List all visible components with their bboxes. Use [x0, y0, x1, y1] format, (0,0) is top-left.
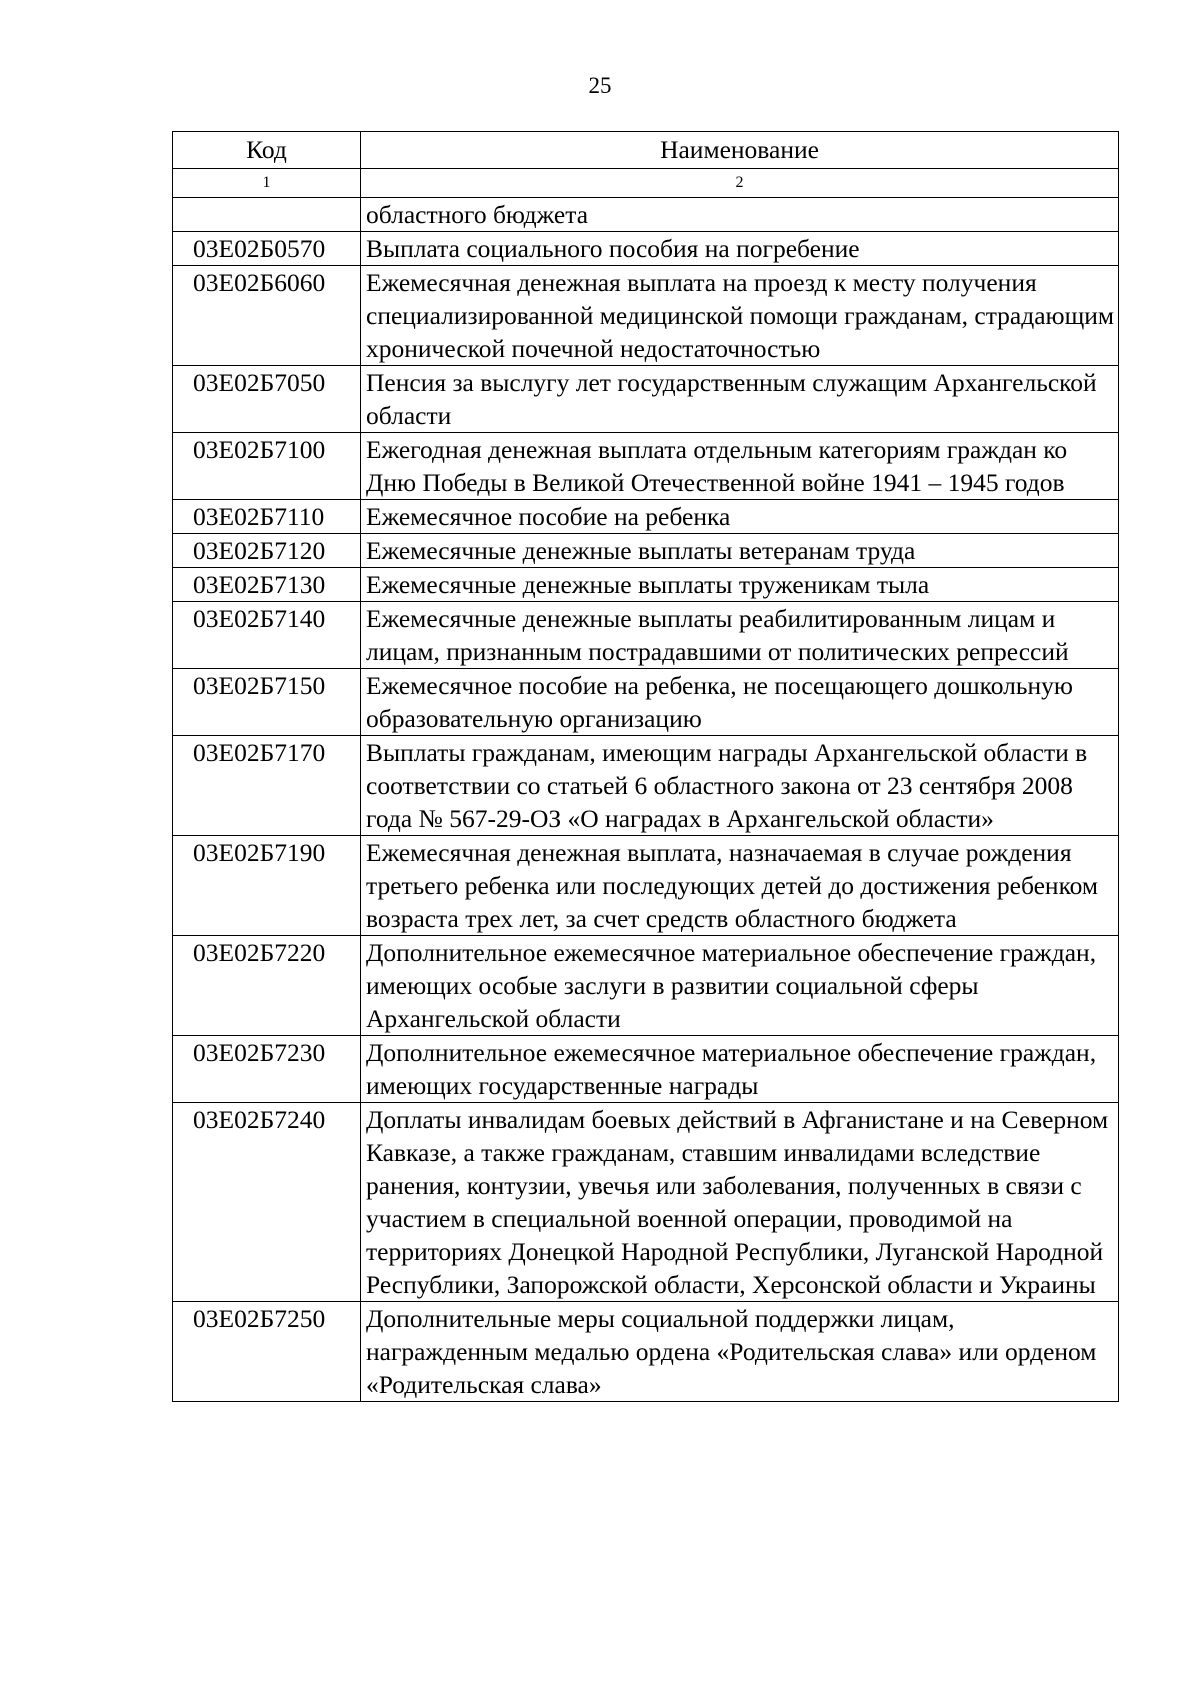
row-code: 03Е02Б7130	[173, 568, 361, 602]
row-name: Ежемесячные денежные выплаты труженикам тыла	[361, 568, 1119, 602]
row-name: Выплата социального пособия на погребение	[361, 232, 1119, 266]
table-row	[173, 669, 1119, 736]
table-row	[173, 602, 1119, 669]
row-code: 03Е02Б0570	[173, 232, 361, 266]
table-row	[173, 836, 1119, 936]
table-row	[173, 500, 1119, 534]
table-row	[173, 266, 1119, 366]
row-name: Дополнительное ежемесячное материальное обеспечение граждан, имеющих особые заслуги в развитии социальной сферы Архангельской области	[361, 936, 1119, 1036]
row-code: 03Е02Б7170	[173, 736, 361, 836]
row-name: Ежемесячная денежная выплата на проезд к месту получения специализированной медицинской помощи гражданам, страдающим хронической почечной недостаточностью	[361, 266, 1119, 366]
row-code: 03Е02Б7230	[173, 1036, 361, 1103]
table-row	[173, 366, 1119, 433]
row-code: 03Е02Б7240	[173, 1103, 361, 1302]
table-row	[173, 936, 1119, 1036]
column-number-2: 2	[361, 169, 1119, 198]
row-name: Выплаты гражданам, имеющим награды Архангельской области в соответствии со статьей 6 областного закона от 23 сентября 2008 года № 567-29-ОЗ «О наградах в Архангельской области»	[361, 736, 1119, 836]
table-row	[173, 1036, 1119, 1103]
row-name: Дополнительные меры социальной поддержки лицам, награжденным медалью ордена «Родительская слава» или орденом «Родительская слава»	[361, 1302, 1119, 1402]
row-code: 03Е02Б7250	[173, 1302, 361, 1402]
table-body	[173, 198, 1119, 1402]
page-number: 25	[588, 73, 612, 98]
table-row	[173, 1103, 1119, 1302]
column-numbers-row	[173, 169, 1119, 198]
row-name: Пенсия за выслугу лет государственным служащим Архангельской области	[361, 366, 1119, 433]
row-name: Ежемесячная денежная выплата, назначаемая в случае рождения третьего ребенка или последующих детей до достижения ребенком возраста трех лет, за счет средств областного бюджета	[361, 836, 1119, 936]
row-code: 03Е02Б6060	[173, 266, 361, 366]
row-name: Ежемесячное пособие на ребенка	[361, 500, 1119, 534]
table-row	[173, 232, 1119, 266]
row-name: областного бюджета	[361, 198, 1119, 232]
row-code: 03Е02Б7220	[173, 936, 361, 1036]
table-row	[173, 534, 1119, 568]
row-code: 03Е02Б7140	[173, 602, 361, 669]
row-name: Ежемесячные денежные выплаты реабилитированным лицам и лицам, признанным пострадавшими от политических репрессий	[361, 602, 1119, 669]
row-name: Дополнительное ежемесячное материальное обеспечение граждан, имеющих государственные награды	[361, 1036, 1119, 1103]
row-code	[173, 198, 361, 232]
row-code: 03Е02Б7150	[173, 669, 361, 736]
classification-table	[172, 131, 1119, 1402]
row-name: Ежегодная денежная выплата отдельным категориям граждан ко Дню Победы в Великой Отечественной войне 1941 – 1945 годов	[361, 433, 1119, 500]
row-name: Ежемесячные денежные выплаты ветеранам труда	[361, 534, 1119, 568]
header-name: Наименование	[361, 132, 1119, 169]
row-code: 03Е02Б7110	[173, 500, 361, 534]
table-row	[173, 433, 1119, 500]
row-code: 03Е02Б7050	[173, 366, 361, 433]
table-row	[173, 568, 1119, 602]
table-header-row	[173, 132, 1119, 169]
row-name: Ежемесячное пособие на ребенка, не посещающего дошкольную образовательную организацию	[361, 669, 1119, 736]
row-code: 03Е02Б7120	[173, 534, 361, 568]
table-row	[173, 1302, 1119, 1402]
table-row	[173, 198, 1119, 232]
row-code: 03Е02Б7190	[173, 836, 361, 936]
table-row	[173, 736, 1119, 836]
row-code: 03Е02Б7100	[173, 433, 361, 500]
column-number-1: 1	[173, 169, 361, 198]
header-code: Код	[173, 132, 361, 169]
row-name: Доплаты инвалидам боевых действий в Афганистане и на Северном Кавказе, а также гражданам, ставшим инвалидами вследствие ранения, контузии, увечья или заболевания, полученных в связи с участием в специальной военной операции, проводимой на территориях Донецкой Народной Республики, Луганской Народной Республики, Запорожской области, Херсонской области и Украины	[361, 1103, 1119, 1302]
